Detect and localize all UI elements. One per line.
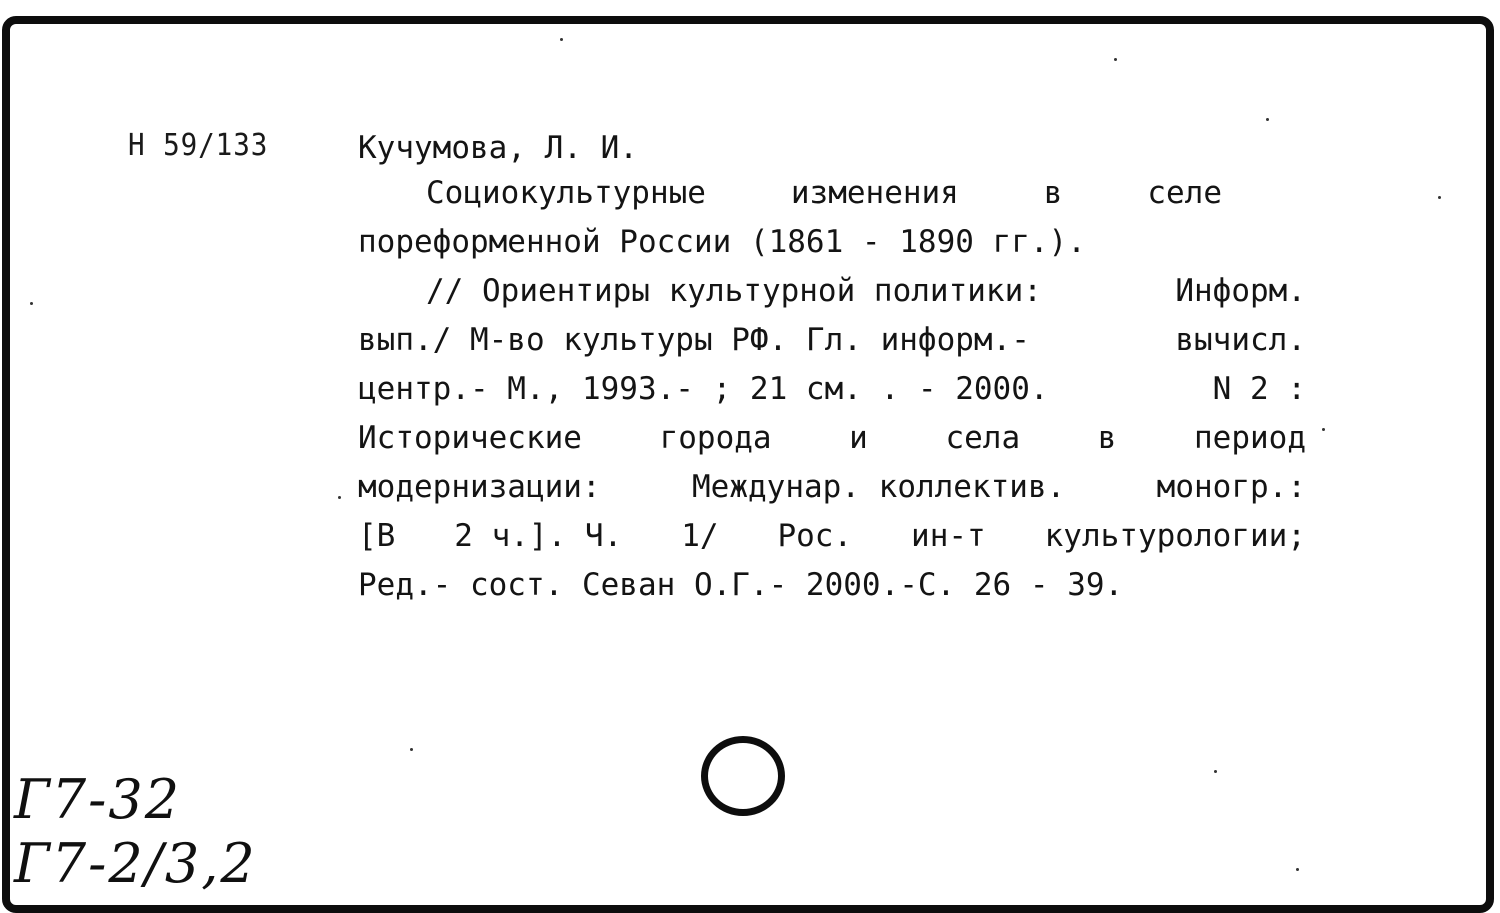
- source-segment: моногр.:: [1156, 469, 1306, 505]
- source-word: города: [659, 420, 772, 456]
- source-word: ин-т: [911, 518, 986, 554]
- source-segment: // Ориентиры культурной политики:: [426, 273, 1042, 309]
- source-word: [В: [358, 518, 396, 554]
- scan-speck: [1114, 58, 1117, 61]
- source-segment: вып./ М-во культуры РФ. Гл. информ.-: [358, 322, 1030, 358]
- scan-speck: [1296, 868, 1299, 871]
- source-segment: N 2 :: [1212, 371, 1306, 407]
- title-word: селе: [1147, 175, 1222, 211]
- title-word: Социокультурные: [426, 175, 706, 211]
- scan-speck: [338, 496, 341, 499]
- source-word: Исторические: [358, 420, 582, 456]
- handwritten-mark: Г7-32: [14, 768, 182, 831]
- title-word: изменения: [790, 175, 959, 211]
- handwritten-classification: [14, 768, 257, 896]
- source-word: культурологии;: [1044, 518, 1306, 554]
- source-line-4: [358, 414, 1306, 463]
- source-segment: Информ.: [1175, 273, 1306, 309]
- source-segment: центр.- М., 1993.- ; 21 см. . - 2000.: [358, 371, 1049, 407]
- author-heading: Кучумова, Л. И.: [358, 130, 638, 166]
- source-line-7: Ред.- сост. Севан О.Г.- 2000.-С. 26 - 39.: [358, 567, 1124, 603]
- source-segment: модернизации:: [358, 469, 601, 505]
- source-word: период: [1194, 420, 1306, 456]
- title-line-1: [358, 169, 1306, 218]
- scan-speck: [1322, 428, 1325, 431]
- handwritten-mark: Г7-2/3,2: [14, 832, 257, 895]
- source-word: в: [1097, 420, 1117, 456]
- scan-speck: [30, 302, 33, 305]
- source-word: Рос.: [777, 518, 853, 554]
- scan-speck: [1266, 118, 1269, 121]
- scan-speck: [410, 748, 413, 751]
- scan-speck: [560, 38, 563, 41]
- source-segment: вычисл.: [1175, 322, 1306, 358]
- source-word: села: [945, 420, 1021, 456]
- bibliographic-entry: [358, 124, 1306, 610]
- source-line-1: [358, 267, 1306, 316]
- source-word: 2 ч.]. Ч.: [454, 518, 623, 554]
- card-rod-hole: [701, 736, 785, 816]
- source-line-5: [358, 463, 1306, 512]
- source-segment: Междунар. коллектив.: [692, 469, 1066, 505]
- source-line-2: [358, 316, 1306, 365]
- source-line-3: [358, 365, 1306, 414]
- source-line-6: [358, 512, 1306, 561]
- scan-speck: [1438, 196, 1441, 199]
- source-word: и: [849, 420, 868, 456]
- scan-speck: [1214, 770, 1217, 773]
- title-line-2: пореформенной России (1861 - 1890 гг.).: [358, 224, 1086, 260]
- shelfmark: Н 59/133: [128, 128, 269, 163]
- title-word: в: [1043, 175, 1063, 211]
- source-word: 1/: [681, 518, 719, 554]
